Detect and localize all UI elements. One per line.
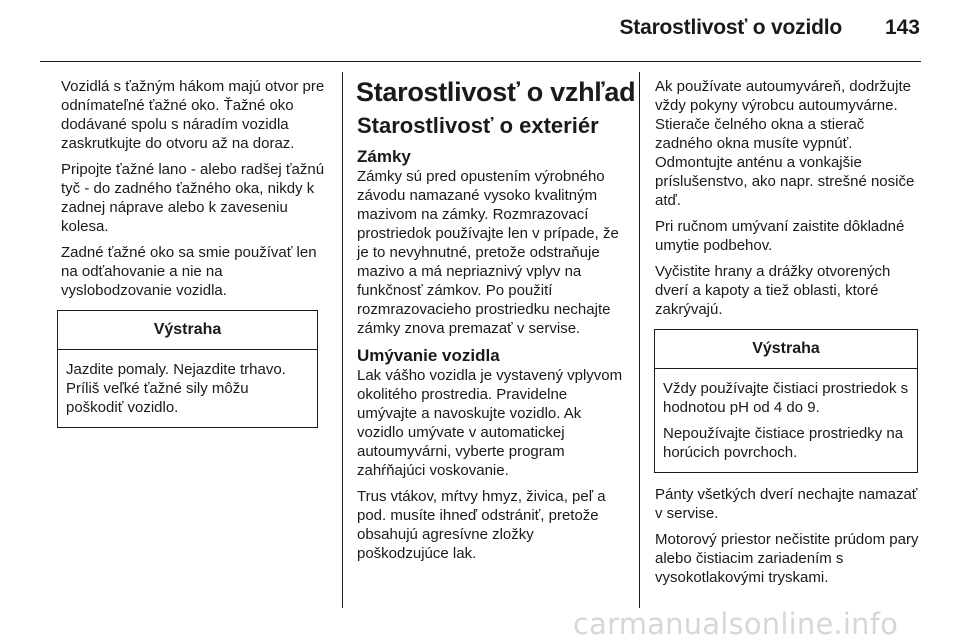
column-1 [61,77,329,428]
topic-title-locks: Zámky [357,147,411,166]
column-divider-right [639,72,640,608]
column-2 [356,77,636,570]
warning-text: Nepoužívajte čistiace prostriedky na horúcich povrchoch. [663,425,904,461]
warning-body [655,369,917,472]
paragraph: Pánty všetkých dverí nechajte namazať v servise. [655,486,918,522]
page-header-title: Starostlivosť o vozidlo [619,16,842,39]
column-3 [655,77,925,594]
warning-title: Výstraha [58,311,317,350]
warning-title: Výstraha [655,330,917,369]
paragraph: Vozidlá s ťažným hákom majú otvor pre odnímateľné ťažné oko. Ťažné oko dodávané spolu s náradím vozidla zaskrutkujte do otvoru až na doraz. [61,78,325,152]
section-title: Starostlivosť o vzhľad [356,77,636,107]
page-number: 143 [884,16,920,39]
subsection-title: Starostlivosť o exteriér [357,113,599,138]
paragraph: Motorový priestor nečistite prúdom pary alebo čistiacim zariadením s vysokotlakovými tryskami. [655,531,919,586]
header-divider [40,61,921,62]
warning-text: Vždy používajte čistiaci prostriedok s hodnotou pH od 4 do 9. [663,380,909,416]
paragraph: Lak vášho vozidla je vystavený vplyvom okolitého prostredia. Pravidelne umývajte a navoskujte vozidlo. Ak vozidlo umývate v automatickej autoumyvárni, vyberte program zahŕňajúci voskovanie. [357,367,623,479]
warning-text: Jazdite pomaly. Nejazdite trhavo. Príliš veľké ťažné sily môžu poškodiť vozidlo. [66,361,286,416]
paragraph: Pripojte ťažné lano - alebo radšej ťažnú tyč - do zadného ťažného oka, nikdy k zadnej nápravе alebo k zaveseniu kolesa. [61,161,325,235]
paragraph: Trus vtákov, mŕtvy hmyz, živica, peľ a pod. musíte ihneď odstrániť, pretože obsahujú agresívne zložky poškodzujúce lak. [357,488,606,562]
warning-box [654,329,918,473]
paragraph: Zámky sú pred opustením výrobného závodu namazané vysoko kvalitným mazivom na zámky. Rozmrazovací prostriedok používajte len v prípade, že je to nevyhnutné, pretože odstraňuje mazivo a má nepriaznivý vplyv na funkčnosť zámkov. Po použití rozmrazovacieho prostriedku nechajte zámky znova premazať v servise. [357,168,619,337]
watermark: carmanualsonline.info [573,607,899,641]
paragraph: Pri ručnom umývaní zaistite dôkladné umytie podbehov. [655,218,905,254]
paragraph: Vyčistite hrany a drážky otvorených dverí a kapoty a tiež oblasti, ktoré zakrývajú. [655,263,891,318]
paragraph: Ak používate autoumyváreň, dodržujte vždy pokyny výrobcu autoumyvárne. Stierače čelného okna a stierač zadného okna musíte vypnúť. Odmontujte anténu a vonkajšie príslušenstvo, ako napr. strešné nosiče atď. [655,78,915,209]
column-divider-left [342,72,343,608]
topic-title-washing: Umývanie vozidla [357,346,500,365]
warning-box [57,310,318,428]
warning-body [58,350,317,427]
paragraph: Zadné ťažné oko sa smie používať len na odťahovanie a nie na vyslobodzovanie vozidla. [61,244,317,299]
